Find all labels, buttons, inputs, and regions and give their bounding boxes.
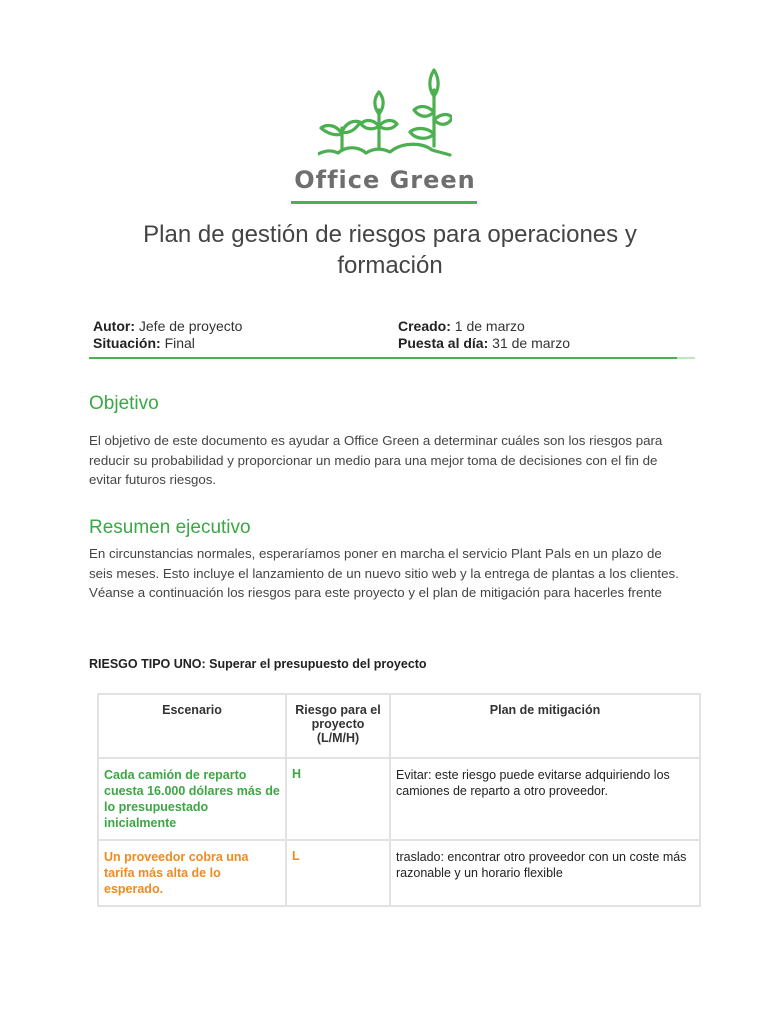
- updated-label: Puesta al día:: [398, 335, 489, 351]
- column-header-mitigation: Plan de mitigación: [390, 694, 700, 758]
- risk-table: [97, 693, 701, 907]
- brand-name: Office Green: [294, 166, 476, 194]
- column-header-risk-level: Riesgo para el proyecto (L/M/H): [286, 694, 390, 758]
- risk-level-cell: H: [286, 758, 390, 840]
- created-label: Creado:: [398, 318, 451, 334]
- column-header-scenario: Escenario: [98, 694, 286, 758]
- created-row: [398, 318, 570, 335]
- risk-heading: RIESGO TIPO UNO: Superar el presupuesto del proyecto: [89, 657, 427, 671]
- table-row: [98, 758, 700, 840]
- created-value: 1 de marzo: [454, 318, 525, 334]
- meta-left: [93, 318, 242, 352]
- meta-divider-tail: [677, 357, 695, 359]
- office-green-logo: [290, 62, 480, 207]
- summary-text: En circunstancias normales, esperaríamos poner en marcha el servicio Plant Pals en un plazo de seis meses. Esto incluye el lanzamiento de un nuevo sitio web y la entrega de plantas a los clientes. Véanse a continuación los riesgos para este proyecto y el plan de mitigación para hacerles frente: [89, 546, 679, 600]
- author-value: Jefe de proyecto: [138, 318, 243, 334]
- meta-right: [398, 318, 570, 352]
- document-title: Plan de gestión de riesgos para operaciones y formación: [143, 221, 637, 279]
- scenario-cell: Cada camión de reparto cuesta 16.000 dólares más de lo presupuestado inicialmente: [98, 758, 286, 840]
- table-header-row: [98, 694, 700, 758]
- status-value: Final: [164, 335, 195, 351]
- updated-row: [398, 335, 570, 352]
- sprouting-plants-icon: [318, 62, 452, 162]
- mitigation-cell: Evitar: este riesgo puede evitarse adquiriendo los camiones de reparto a otro proveedor.: [390, 758, 700, 840]
- author-label: Autor:: [93, 318, 135, 334]
- updated-value: 31 de marzo: [492, 335, 570, 351]
- meta-divider: [89, 357, 677, 359]
- risk-level-cell: L: [286, 840, 390, 906]
- status-label: Situación:: [93, 335, 161, 351]
- scenario-cell: Un proveedor cobra una tarifa más alta de lo esperado.: [98, 840, 286, 906]
- status-row: [93, 335, 242, 352]
- summary-heading: Resumen ejecutivo: [89, 517, 251, 538]
- objective-heading: Objetivo: [89, 393, 159, 414]
- mitigation-cell: traslado: encontrar otro proveedor con un coste más razonable y un horario flexible: [390, 840, 700, 906]
- author-row: [93, 318, 242, 335]
- brand-underline: [291, 201, 477, 204]
- objective-text: El objetivo de este documento es ayudar a Office Green a determinar cuáles son los riesgos para reducir su probabilidad y proporcionar un medio para una mejor toma de decisiones con el fin de evitar futuros riesgos.: [89, 433, 663, 487]
- table-row: [98, 840, 700, 906]
